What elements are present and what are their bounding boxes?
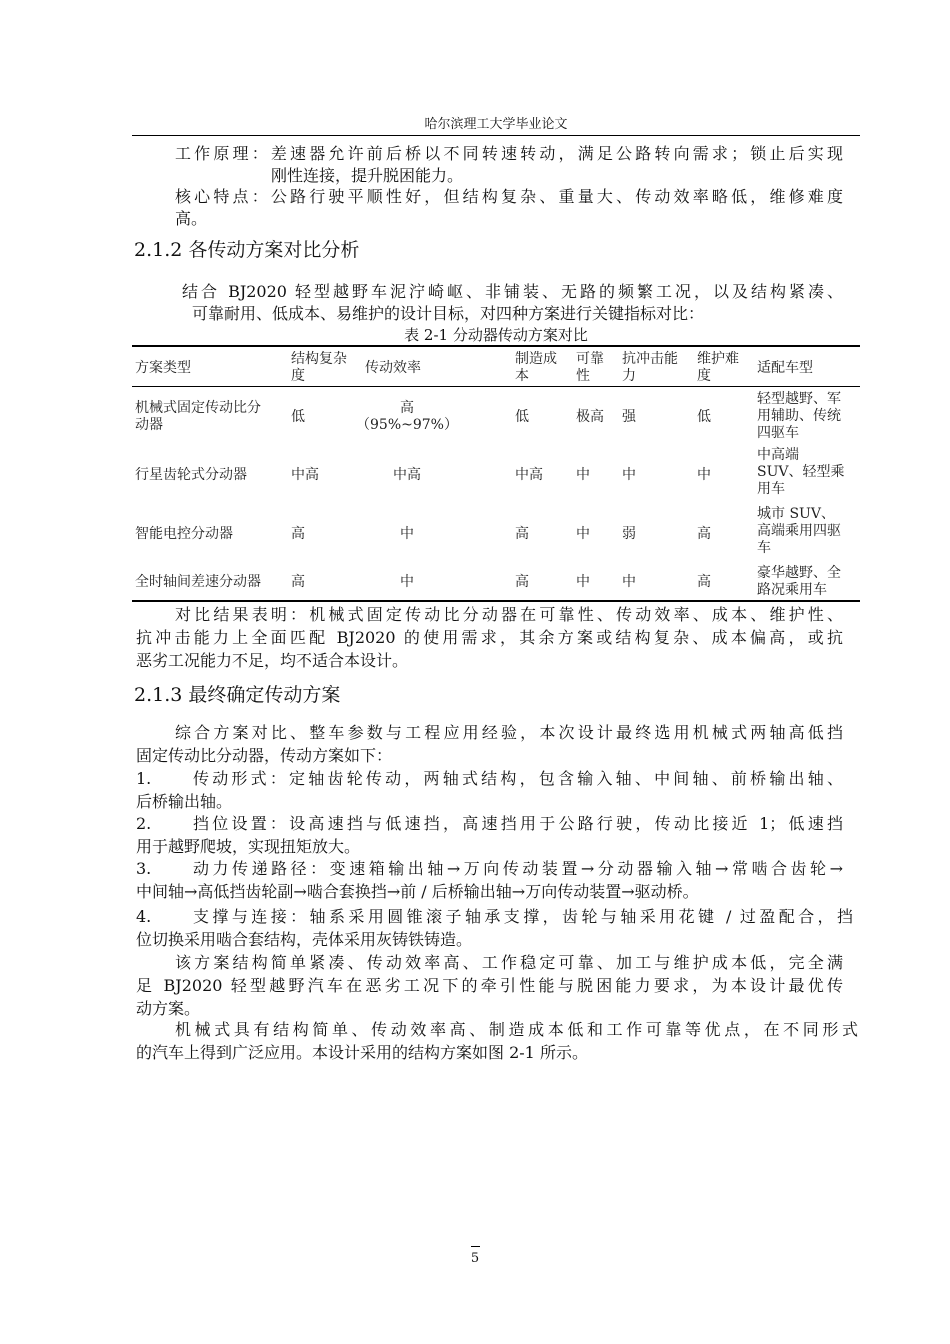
- table-cell-efficiency: 高 （95%~97%）: [356, 400, 458, 433]
- section-2-1-3-para-line-2: 固定传动比分动器，传动方案如下：: [136, 746, 393, 765]
- table-cell-impact: 强: [622, 409, 636, 425]
- page-number-mark: [471, 1246, 480, 1247]
- list-item-number: 4.: [136, 907, 152, 926]
- summary-line-3: 动方案。: [136, 999, 201, 1018]
- table-cell-impact: 中: [622, 574, 636, 590]
- table-cell-type: 智能电控分动器: [135, 526, 233, 542]
- feature-line-2: 高。: [175, 209, 208, 228]
- table-caption: 表 2-1 分动器传动方案对比: [404, 326, 588, 344]
- table-cell-efficiency: 中: [400, 526, 414, 542]
- table-header-cell: 结构复杂 度: [291, 351, 347, 384]
- list-item-line-2: 中间轴→高低挡齿轮副→啮合套换挡→前 / 后桥输出轴→万向传动装置→驱动桥。: [136, 882, 699, 901]
- table-cell-complexity: 中高: [291, 467, 319, 483]
- table-cell-cost: 中高: [515, 467, 543, 483]
- table-cell-maintenance: 高: [697, 574, 711, 590]
- table-cell-impact: 中: [622, 467, 636, 483]
- table-cell-vehicles: 城市 SUV、 高端乘用四驱 车: [757, 506, 841, 556]
- table-cell-efficiency: 中: [400, 574, 414, 590]
- list-item-number: 1.: [136, 769, 152, 788]
- final-para-line-1: 机械式具有结构简单、传动效率高、制造成本低和工作可靠等优点，在不同形式: [175, 1020, 858, 1039]
- header-rule: [132, 135, 860, 136]
- list-item-line-1: 挡位设置：设高速挡与低速挡，高速挡用于公路行驶，传动比接近 1；低速挡: [193, 814, 843, 833]
- section-2-1-3-para-line-1: 综合方案对比、整车参数与工程应用经验，本次设计最终选用机械式两轴高低挡: [175, 723, 843, 742]
- list-item-line-1: 传动形式：定轴齿轮传动，两轴式结构，包含输入轴、中间轴、前桥输出轴、: [193, 769, 843, 788]
- summary-line-2: 足 BJ2020 轻型越野汽车在恶劣工况下的牵引性能与脱困能力要求，为本设计最优传: [136, 976, 843, 995]
- final-para-line-2: 的汽车上得到广泛应用。本设计采用的结构方案如图 2-1 所示。: [136, 1043, 588, 1062]
- table-top-rule: [132, 345, 860, 347]
- table-header-cell: 传动效率: [365, 360, 421, 376]
- conclusion-line-3: 恶劣工况能力不足，均不适合本设计。: [136, 651, 409, 670]
- table-header-rule: [132, 386, 860, 387]
- principle-line-1: 工作原理：差速器允许前后桥以不同转速转动，满足公路转向需求；锁止后实现: [175, 144, 843, 163]
- list-item-number: 2.: [136, 814, 152, 833]
- table-cell-cost: 高: [515, 574, 529, 590]
- table-cell-reliability: 中: [576, 467, 590, 483]
- section-2-1-2-para-line-1: 结合 BJ2020 轻型越野车泥泞崎岖、非铺装、无路的频繁工况，以及结构紧凑、: [182, 282, 843, 301]
- section-heading-2-1-3: 2.1.3 最终确定传动方案: [134, 684, 341, 706]
- list-item-line-1: 支撑与连接：轴系采用圆锥滚子轴承支撑，齿轮与轴采用花键 / 过盈配合，挡: [193, 907, 853, 926]
- list-item-line-2: 用于越野爬坡，实现扭矩放大。: [136, 837, 361, 856]
- table-header-cell: 可靠 性: [576, 351, 604, 384]
- table-cell-reliability: 极高: [576, 409, 604, 425]
- table-cell-cost: 高: [515, 526, 529, 542]
- section-heading-2-1-2: 2.1.2 各传动方案对比分析: [134, 239, 360, 261]
- page-number: 5: [470, 1251, 480, 1266]
- summary-line-1: 该方案结构简单紧凑、传动效率高、工作稳定可靠、加工与维护成本低，完全满: [175, 953, 843, 972]
- table-cell-vehicles: 豪华越野、全 路况乘用车: [757, 565, 841, 598]
- table-cell-maintenance: 中: [697, 467, 711, 483]
- table-header-cell: 维护难 度: [697, 351, 739, 384]
- list-item-line-2: 后桥输出轴。: [136, 792, 233, 811]
- table-bottom-rule: [132, 600, 860, 602]
- table-cell-reliability: 中: [576, 574, 590, 590]
- table-header-cell: 制造成 本: [515, 351, 557, 384]
- table-cell-efficiency: 中高: [393, 467, 421, 483]
- running-header: 哈尔滨理工大学毕业论文: [424, 117, 568, 132]
- table-cell-maintenance: 高: [697, 526, 711, 542]
- table-cell-complexity: 低: [291, 409, 305, 425]
- table-cell-complexity: 高: [291, 574, 305, 590]
- table-header-cell: 适配车型: [757, 360, 813, 376]
- table-cell-vehicles: 轻型越野、军 用辅助、传统 四驱车: [757, 391, 841, 441]
- table-cell-vehicles: 中高端 SUV、轻型乘 用车: [757, 447, 845, 497]
- list-item-number: 3.: [136, 859, 152, 878]
- table-header-cell: 方案类型: [135, 360, 191, 376]
- table-cell-impact: 弱: [622, 526, 636, 542]
- table-cell-complexity: 高: [291, 526, 305, 542]
- table-header-cell: 抗冲击能 力: [622, 351, 678, 384]
- list-item-line-2: 位切换采用啮合套结构，壳体采用灰铸铁铸造。: [136, 930, 473, 949]
- feature-line-1: 核心特点：公路行驶平顺性好，但结构复杂、重量大、传动效率略低，维修难度: [175, 187, 843, 206]
- table-cell-type: 行星齿轮式分动器: [135, 467, 247, 483]
- table-cell-reliability: 中: [576, 526, 590, 542]
- principle-line-2: 刚性连接，提升脱困能力。: [271, 166, 464, 185]
- list-item-line-1: 动力传递路径：变速箱输出轴→万向传动装置→分动器输入轴→常啮合齿轮→: [193, 859, 843, 878]
- conclusion-line-1: 对比结果表明：机械式固定传动比分动器在可靠性、传动效率、成本、维护性、: [175, 605, 843, 624]
- table-cell-type: 机械式固定传动比分 动器: [135, 400, 261, 433]
- conclusion-line-2: 抗冲击能力上全面匹配 BJ2020 的使用需求，其余方案或结构复杂、成本偏高，或抗: [136, 628, 843, 647]
- section-2-1-2-para-line-2: 可靠耐用、低成本、易维护的设计目标，对四种方案进行关键指标对比：: [192, 304, 705, 323]
- table-cell-maintenance: 低: [697, 409, 711, 425]
- table-cell-type: 全时轴间差速分动器: [135, 574, 261, 590]
- table-cell-cost: 低: [515, 409, 529, 425]
